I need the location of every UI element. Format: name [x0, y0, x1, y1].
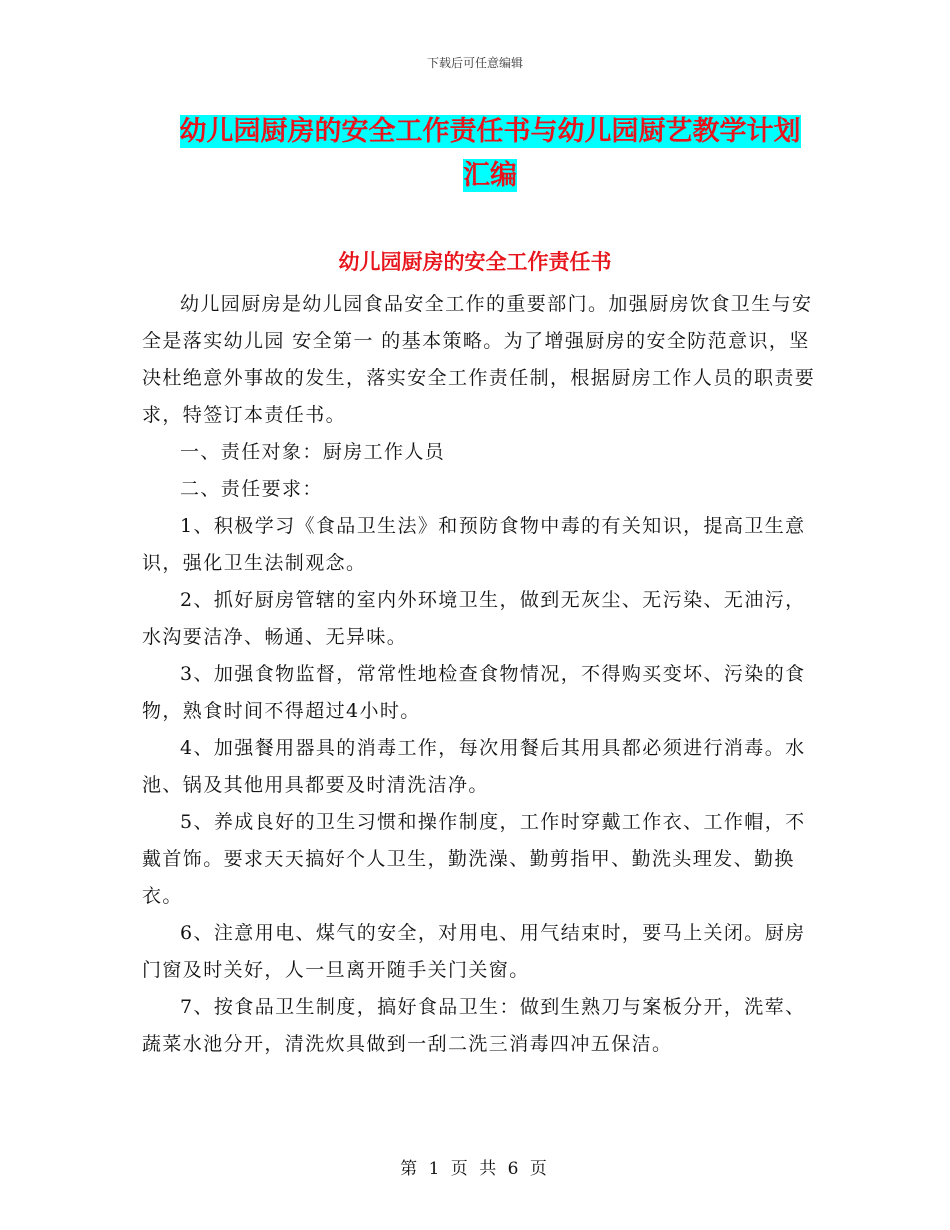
- paragraph-intro: 幼儿园厨房是幼儿园食品安全工作的重要部门。加强厨房饮食卫生与安全是落实幼儿园 安全第一 的基本策略。为了增强厨房的安全防范意识，坚决杜绝意外事故的发生，落实安全工作责任制，根据厨房工作人员的职责要求，特签订本责任书。: [142, 293, 816, 426]
- paragraph-item-3: 3、加强食物监督，常常性地检查食物情况，不得购买变坏、污染的食物，熟食时间不得超过4小时。: [142, 663, 806, 722]
- document-body: [142, 286, 822, 1063]
- title-line-1: 幼儿园厨房的安全工作责任书与幼儿园厨艺教学计划: [179, 116, 801, 147]
- paragraph-item-2: 2、抓好厨房管辖的室内外环境卫生，做到无灰尘、无污染、无油污，水沟要洁净、畅通、无异味。: [142, 589, 806, 648]
- paragraph-responsibility-requirements: 二、责任要求：: [180, 478, 323, 500]
- section-title: 幼儿园厨房的安全工作责任书: [338, 250, 612, 274]
- document-title: [140, 110, 840, 198]
- paragraph-item-6: 6、注意用电、煤气的安全，对用电、用气结束时，要马上关闭。厨房门窗及时关好，人一旦离开随手关门关窗。: [142, 922, 806, 981]
- paragraph-item-7: 7、按食品卫生制度，搞好食品卫生：做到生熟刀与案板分开，洗荤、蔬菜水池分开，清洗炊具做到一刮二洗三消毒四冲五保洁。: [142, 996, 806, 1055]
- paragraph-item-5: 5、养成良好的卫生习惯和操作制度，工作时穿戴工作衣、工作帽，不戴首饰。要求天天搞好个人卫生，勤洗澡、勤剪指甲、勤洗头理发、勤换衣。: [142, 811, 806, 907]
- paragraph-responsibility-target: 一、责任对象：厨房工作人员: [180, 441, 446, 463]
- paragraph-item-4: 4、加强餐用器具的消毒工作，每次用餐后其用具都必须进行消毒。水池、锅及其他用具都要及时清洗洁净。: [142, 737, 806, 796]
- title-line-2: 汇编: [463, 160, 517, 191]
- header-note: 下载后可任意编辑: [426, 56, 523, 70]
- paragraph-item-1: 1、积极学习《食品卫生法》和预防食物中毒的有关知识，提高卫生意识，强化卫生法制观念。: [142, 515, 806, 574]
- page-footer: 第 1 页 共 6 页: [400, 1159, 550, 1179]
